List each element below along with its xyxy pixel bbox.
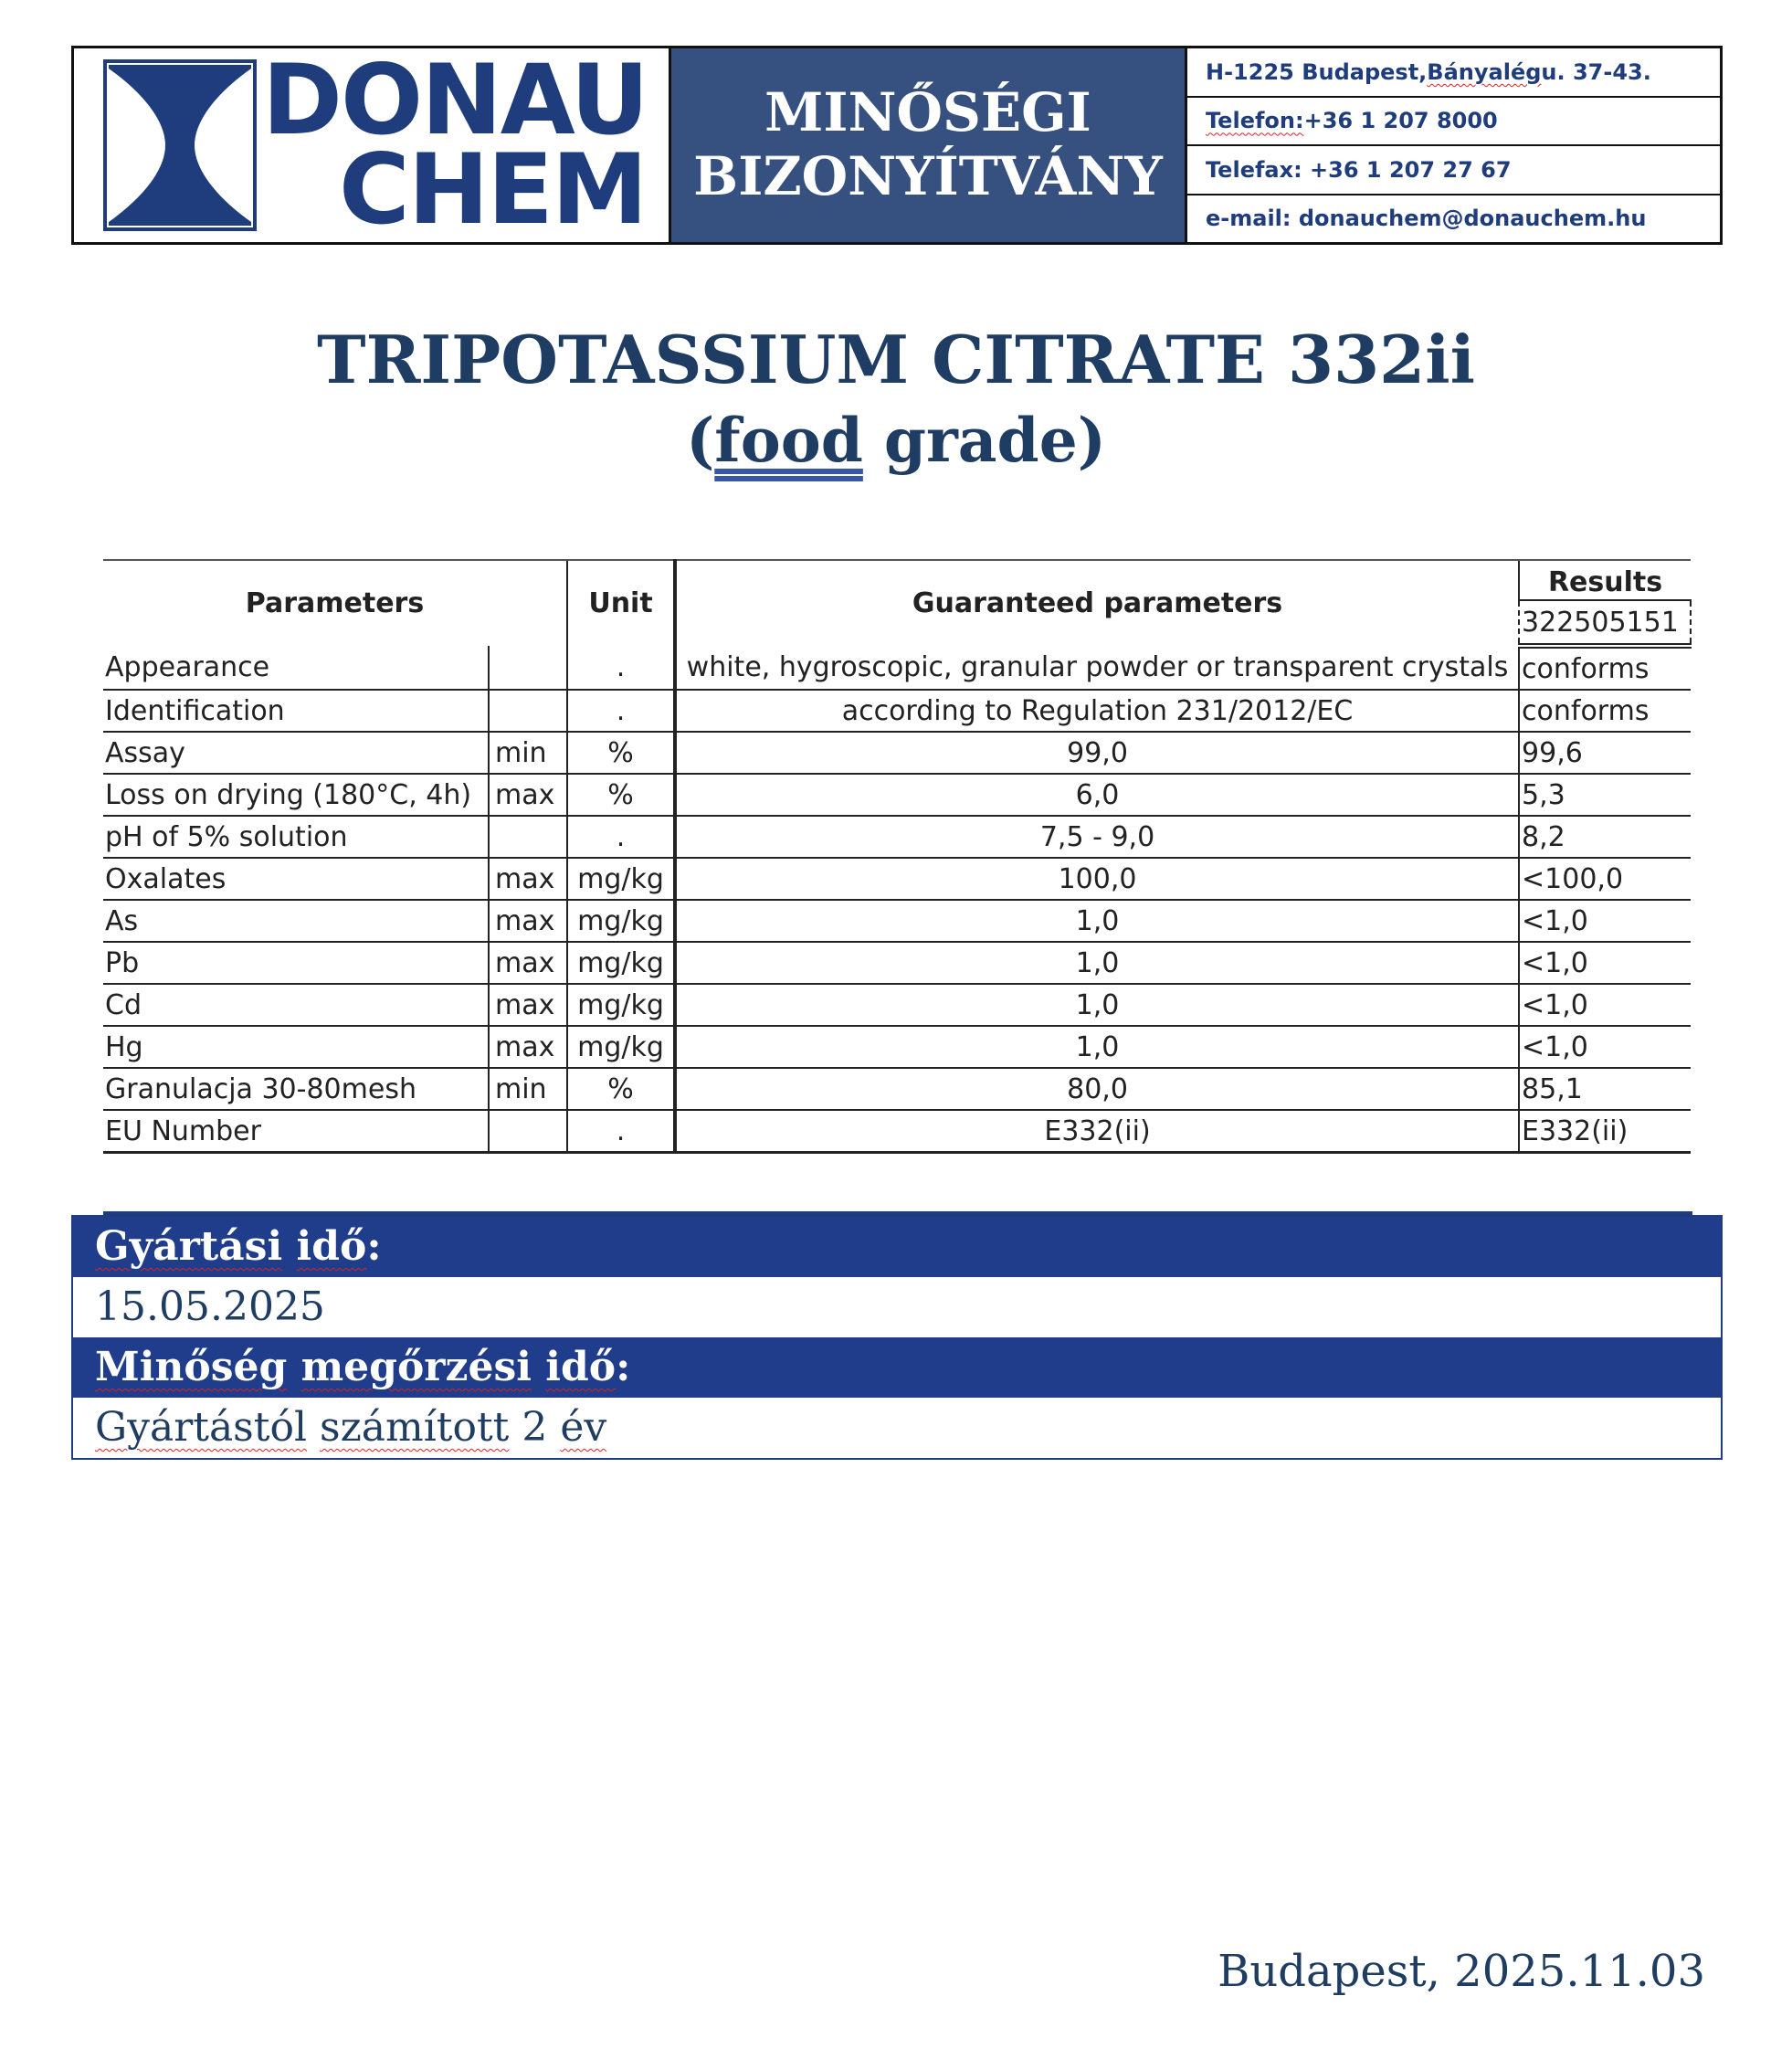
param-cell: Hg bbox=[103, 1026, 489, 1068]
phone-value: +36 1 207 8000 bbox=[1303, 108, 1498, 134]
unit-cell: . bbox=[567, 816, 675, 858]
unit-cell: % bbox=[567, 1068, 675, 1110]
shelf-life-value bbox=[73, 1398, 1721, 1458]
unit-cell: mg/kg bbox=[567, 1026, 675, 1068]
donauchem-logo-mark-icon bbox=[103, 59, 257, 231]
contact-fax: Telefax: +36 1 207 27 67 bbox=[1187, 146, 1720, 195]
limit-cell bbox=[489, 816, 567, 858]
table-row bbox=[103, 858, 1691, 900]
unit-cell: % bbox=[567, 774, 675, 816]
product-title bbox=[0, 320, 1792, 481]
shelf-life-label-space1 bbox=[287, 1344, 300, 1390]
guaranteed-cell: E332(ii) bbox=[675, 1110, 1519, 1153]
shelf-life-label-colon: : bbox=[616, 1344, 631, 1390]
table-row bbox=[103, 984, 1691, 1026]
unit-cell: . bbox=[567, 690, 675, 732]
unit-cell: mg/kg bbox=[567, 900, 675, 942]
limit-cell: min bbox=[489, 732, 567, 774]
limit-cell: max bbox=[489, 900, 567, 942]
grade-word: food bbox=[714, 405, 863, 476]
limit-cell: max bbox=[489, 1026, 567, 1068]
table-row bbox=[103, 646, 1691, 690]
param-cell: EU Number bbox=[103, 1110, 489, 1153]
contact-phone bbox=[1187, 98, 1720, 147]
limit-cell bbox=[489, 1110, 567, 1153]
param-cell: Appearance bbox=[103, 646, 489, 690]
guaranteed-cell: 100,0 bbox=[675, 858, 1519, 900]
address-street: Bányalég bbox=[1427, 58, 1542, 85]
guaranteed-cell: 1,0 bbox=[675, 942, 1519, 984]
logo-word-donau: DONAU bbox=[262, 44, 648, 157]
production-date-label-word2: idő bbox=[296, 1223, 367, 1270]
grade-open: ( bbox=[686, 405, 715, 476]
result-cell: <100,0 bbox=[1519, 858, 1691, 900]
guaranteed-cell: white, hygroscopic, granular powder or transparent crystals bbox=[675, 646, 1519, 690]
contact-block bbox=[1187, 48, 1720, 242]
limit-cell: max bbox=[489, 942, 567, 984]
guaranteed-cell: 80,0 bbox=[675, 1068, 1519, 1110]
table-row bbox=[103, 732, 1691, 774]
limit-cell: min bbox=[489, 1068, 567, 1110]
param-cell: pH of 5% solution bbox=[103, 816, 489, 858]
guaranteed-cell: 7,5 - 9,0 bbox=[675, 816, 1519, 858]
result-cell: conforms bbox=[1519, 646, 1691, 690]
table-row bbox=[103, 900, 1691, 942]
unit-cell: % bbox=[567, 732, 675, 774]
unit-cell: mg/kg bbox=[567, 984, 675, 1026]
certificate-header bbox=[71, 46, 1723, 245]
shelf-life-value-word1: Gyártástól bbox=[95, 1404, 308, 1451]
param-cell: Oxalates bbox=[103, 858, 489, 900]
result-cell: 8,2 bbox=[1519, 816, 1691, 858]
shelf-life-value-number: 2 bbox=[509, 1404, 561, 1451]
param-cell: Granulacja 30-80mesh bbox=[103, 1068, 489, 1110]
place-and-date: Budapest, 2025.11.03 bbox=[1218, 1946, 1705, 1997]
result-cell: <1,0 bbox=[1519, 984, 1691, 1026]
shelf-life-label-word1: Minőség bbox=[95, 1344, 288, 1390]
address-part1: H-1225 Budapest, bbox=[1206, 58, 1428, 85]
contact-email: e-mail: donauchem@donauchem.hu bbox=[1206, 206, 1647, 232]
limit-cell: max bbox=[489, 984, 567, 1026]
param-cell: Loss on drying (180°C, 4h) bbox=[103, 774, 489, 816]
shelf-life-value-word3: év bbox=[560, 1404, 607, 1451]
shelf-life-label-space2 bbox=[532, 1344, 545, 1390]
table-row bbox=[103, 1110, 1691, 1153]
address-part3: u. 37-43. bbox=[1541, 58, 1651, 85]
result-cell: 5,3 bbox=[1519, 774, 1691, 816]
unit-cell: mg/kg bbox=[567, 858, 675, 900]
table-row bbox=[103, 774, 1691, 816]
shelf-life-label bbox=[73, 1337, 1721, 1398]
param-cell: Pb bbox=[103, 942, 489, 984]
certificate-title-line1: MINŐSÉGI bbox=[764, 81, 1091, 144]
result-cell: E332(ii) bbox=[1519, 1110, 1691, 1153]
result-cell: <1,0 bbox=[1519, 942, 1691, 984]
logo-word-chem: CHEM bbox=[339, 133, 647, 246]
unit-cell: . bbox=[567, 646, 675, 690]
guaranteed-cell: 1,0 bbox=[675, 900, 1519, 942]
guaranteed-cell: 99,0 bbox=[675, 732, 1519, 774]
grade-rest: grade) bbox=[862, 405, 1106, 476]
limit-cell bbox=[489, 690, 567, 732]
shelf-life-value-space bbox=[307, 1404, 320, 1451]
result-cell: 99,6 bbox=[1519, 732, 1691, 774]
table-row bbox=[103, 816, 1691, 858]
result-cell: <1,0 bbox=[1519, 1026, 1691, 1068]
production-date-label bbox=[73, 1217, 1721, 1277]
production-date-label-space bbox=[282, 1223, 296, 1270]
certificate-title bbox=[671, 48, 1187, 242]
table-row bbox=[103, 1026, 1691, 1068]
result-cell: 85,1 bbox=[1519, 1068, 1691, 1110]
production-date-label-colon: : bbox=[366, 1223, 382, 1270]
shelf-life-label-word3: idő bbox=[545, 1344, 617, 1390]
table-row bbox=[103, 690, 1691, 732]
guaranteed-cell: 1,0 bbox=[675, 984, 1519, 1026]
shelf-life-value-word2: számított bbox=[320, 1404, 510, 1451]
product-grade bbox=[0, 400, 1792, 481]
result-cell: <1,0 bbox=[1519, 900, 1691, 942]
shelf-life-label-word2: megőrzési bbox=[300, 1344, 532, 1390]
company-logo-text bbox=[262, 44, 648, 246]
certificate-title-line2: BIZONYÍTVÁNY bbox=[693, 145, 1163, 207]
contact-address bbox=[1187, 48, 1720, 98]
unit-cell: mg/kg bbox=[567, 942, 675, 984]
production-date-label-word1: Gyártási bbox=[95, 1223, 283, 1270]
param-cell: Cd bbox=[103, 984, 489, 1026]
param-cell: Identification bbox=[103, 690, 489, 732]
header-results: Results bbox=[1519, 560, 1691, 600]
param-cell: Assay bbox=[103, 732, 489, 774]
header-parameters: Parameters bbox=[103, 560, 567, 646]
company-logo bbox=[74, 44, 671, 246]
result-cell: conforms bbox=[1519, 690, 1691, 732]
table-row bbox=[103, 1068, 1691, 1110]
parameters-table-body bbox=[103, 646, 1691, 1153]
production-info bbox=[71, 1215, 1723, 1460]
phone-label: Telefon: bbox=[1206, 108, 1304, 134]
guaranteed-cell: 6,0 bbox=[675, 774, 1519, 816]
header-unit: Unit bbox=[567, 560, 675, 646]
product-name: TRIPOTASSIUM CITRATE 332ii bbox=[317, 321, 1475, 398]
table-row bbox=[103, 942, 1691, 984]
unit-cell: . bbox=[567, 1110, 675, 1153]
param-cell: As bbox=[103, 900, 489, 942]
production-date-value: 15.05.2025 bbox=[73, 1277, 1721, 1337]
limit-cell bbox=[489, 646, 567, 690]
guaranteed-cell: 1,0 bbox=[675, 1026, 1519, 1068]
limit-cell: max bbox=[489, 858, 567, 900]
parameters-table bbox=[103, 559, 1692, 1154]
header-guaranteed: Guaranteed parameters bbox=[675, 560, 1519, 646]
limit-cell: max bbox=[489, 774, 567, 816]
header-lot-number: 322505151 bbox=[1519, 600, 1691, 646]
guaranteed-cell: according to Regulation 231/2012/EC bbox=[675, 690, 1519, 732]
